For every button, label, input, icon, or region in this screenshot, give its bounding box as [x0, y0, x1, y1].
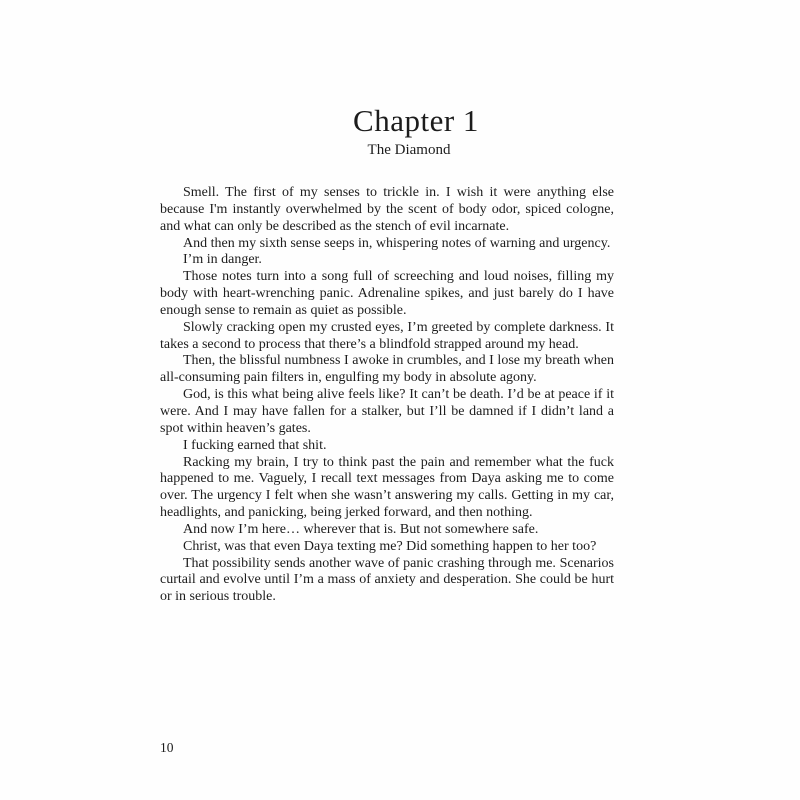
- chapter-heading: [0, 103, 800, 159]
- paragraph: Christ, was that even Daya texting me? Did something happen to her too?: [183, 538, 597, 554]
- paragraph: That possibility sends another wave of panic crashing through me. Scenarios curtail and evolve until I’m a mass of anxiety and desperation. She could be hurt or in serious trouble.: [160, 555, 614, 605]
- chapter-subtitle: The Diamond: [367, 142, 451, 158]
- chapter-title: Chapter 1: [353, 103, 479, 138]
- paragraph: I fucking earned that shit.: [183, 437, 327, 453]
- paragraph: God, is this what being alive feels like? It can’t be death. I’d be at peace if it were. And I may have fallen for a stalker, but I’ll be damned if I didn’t land a spot within heaven’s gates.: [160, 387, 614, 436]
- paragraph: Smell. The first of my senses to trickle in. I wish it were anything else because I'm instantly overwhelmed by the scent of body odor, spiced cologne, and what can only be described as the stench of evil incarnate.: [160, 185, 614, 234]
- paragraph: I’m in danger.: [183, 252, 262, 268]
- paragraph: Slowly cracking open my crusted eyes, I’m greeted by complete darkness. It takes a second to process that there’s a blindfold strapped around my head.: [160, 319, 614, 352]
- paragraph: Those notes turn into a song full of screeching and loud noises, filling my body with heart-wrenching panic. Adrenaline spikes, and just barely do I have enough sense to remain as quiet as possible.: [160, 269, 614, 318]
- body-text: [160, 185, 614, 606]
- paragraph: And now I’m here… wherever that is. But not somewhere safe.: [183, 521, 539, 537]
- paragraph: Then, the blissful numbness I awoke in crumbles, and I lose my breath when all-consuming pain filters in, engulfing my body in absolute agony.: [160, 353, 614, 386]
- page-number: 10: [160, 740, 174, 755]
- paragraph: And then my sixth sense seeps in, whispering notes of warning and urgency.: [183, 235, 611, 251]
- paragraph: Racking my brain, I try to think past the pain and remember what the fuck happened to me. Vaguely, I recall text messages from Daya asking me to come over. The urgency I felt when she wasn’t answering my calls. Getting in my car, headlights, and panicking, being jerked forward, and then nothing.: [160, 454, 614, 521]
